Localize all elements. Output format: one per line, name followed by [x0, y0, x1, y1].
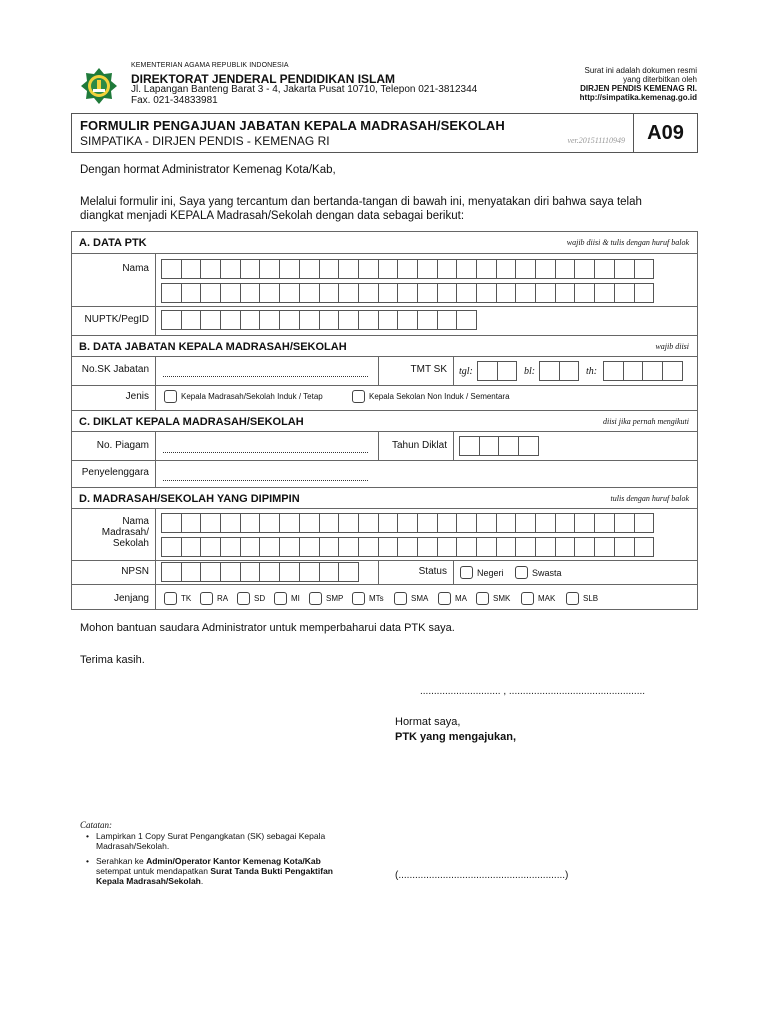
char-cell[interactable]	[459, 436, 480, 456]
char-cell[interactable]	[456, 310, 477, 330]
char-cell[interactable]	[497, 361, 518, 381]
option-label: SMP	[326, 594, 344, 603]
char-cell[interactable]	[518, 436, 539, 456]
char-cell[interactable]	[555, 259, 576, 279]
greeting: Dengan hormat Administrator Kemenag Kota/Kab,	[80, 164, 336, 176]
jenis-option-non-induk[interactable]	[352, 390, 510, 403]
checkbox[interactable]	[438, 592, 451, 605]
jenjang-label: Jenjang	[113, 593, 149, 604]
directorate-name: DIREKTORAT JENDERAL PENDIDIKAN ISLAM	[131, 72, 396, 86]
char-cell[interactable]	[496, 283, 517, 303]
intro-body	[80, 195, 642, 223]
piagam-input[interactable]	[163, 452, 368, 453]
option-label: MTs	[369, 594, 384, 603]
note-emphasis: Admin/Operator Kantor Kemenag Kota/Kab	[146, 856, 321, 866]
char-cell[interactable]	[437, 283, 458, 303]
bl-label: bl:	[524, 366, 536, 377]
char-cell[interactable]	[319, 259, 340, 279]
char-cell[interactable]	[161, 259, 182, 279]
char-cell[interactable]	[299, 537, 320, 557]
char-cell[interactable]	[476, 537, 497, 557]
divider	[72, 460, 697, 461]
divider	[72, 385, 697, 386]
char-cell[interactable]	[634, 283, 655, 303]
section-b-header	[72, 335, 697, 357]
notice-issuer: DIRJEN PENDIS KEMENAG RI.	[580, 84, 697, 93]
notice-line: yang diterbitkan oleh	[623, 75, 697, 84]
option-label: TK	[181, 594, 192, 603]
note-emphasis: Surat Tanda Bukti Pengaktifan	[210, 866, 333, 876]
char-cell[interactable]	[594, 513, 615, 533]
jenjang-option-ra[interactable]	[200, 592, 228, 605]
note-text: .	[200, 876, 204, 886]
char-cell[interactable]	[634, 513, 655, 533]
nuptk-input[interactable]	[161, 310, 476, 330]
section-title: B. DATA JABATAN KEPALA MADRASAH/SEKOLAH	[79, 341, 347, 353]
nama-sekolah-input-row1[interactable]	[161, 513, 653, 533]
divider	[72, 584, 697, 585]
char-cell[interactable]	[594, 283, 615, 303]
jenjang-option-mak[interactable]	[521, 592, 555, 605]
char-cell[interactable]	[240, 562, 261, 582]
char-cell[interactable]	[417, 310, 438, 330]
char-cell[interactable]	[358, 513, 379, 533]
note-line: Madrasah/Sekolah.	[96, 841, 170, 851]
submitter-label: PTK yang mengajukan,	[395, 731, 517, 743]
char-cell[interactable]	[161, 537, 182, 557]
char-cell[interactable]	[338, 310, 359, 330]
char-cell[interactable]	[476, 259, 497, 279]
char-cell[interactable]	[200, 537, 221, 557]
char-cell[interactable]	[161, 283, 182, 303]
section-note: tulis dengan huruf balok	[610, 494, 689, 503]
nama-input-row2[interactable]	[161, 283, 653, 303]
section-d-header	[72, 487, 697, 509]
char-cell[interactable]	[417, 537, 438, 557]
char-cell[interactable]	[299, 562, 320, 582]
address-line: Jl. Lapangan Banteng Barat 3 - 4, Jakarta Pusat 10710, Telepon 021-3812344	[131, 84, 478, 95]
jenjang-option-ma[interactable]	[438, 592, 467, 605]
char-cell[interactable]	[417, 283, 438, 303]
option-label: Negeri	[477, 567, 504, 578]
char-cell[interactable]	[299, 310, 320, 330]
option-label: Kepala Sekolan Non Induk / Sementara	[369, 392, 510, 401]
char-cell[interactable]	[181, 537, 202, 557]
char-cell[interactable]	[417, 513, 438, 533]
char-cell[interactable]	[614, 259, 635, 279]
char-cell[interactable]	[437, 259, 458, 279]
char-cell[interactable]	[358, 283, 379, 303]
char-cell[interactable]	[220, 283, 241, 303]
char-cell[interactable]	[476, 513, 497, 533]
signature-field[interactable]: (............................................................)	[395, 870, 569, 881]
char-cell[interactable]	[535, 513, 556, 533]
char-cell[interactable]	[240, 513, 261, 533]
tmt-label: TMT SK	[410, 364, 447, 375]
char-cell[interactable]	[279, 259, 300, 279]
section-a-header	[72, 232, 697, 254]
char-cell[interactable]	[299, 513, 320, 533]
form-version: ver.201511110949	[567, 136, 625, 145]
jenis-option-induk[interactable]	[164, 390, 323, 403]
label-line: Nama	[122, 516, 149, 527]
section-c-header	[72, 410, 697, 432]
char-cell[interactable]	[161, 513, 182, 533]
penyelenggara-label: Penyelenggara	[81, 467, 149, 478]
char-cell[interactable]	[319, 283, 340, 303]
notes-title: Catatan:	[80, 820, 113, 830]
divider	[155, 254, 156, 336]
status-label: Status	[418, 566, 447, 577]
char-cell[interactable]	[515, 259, 536, 279]
char-cell[interactable]	[319, 537, 340, 557]
char-cell[interactable]	[378, 537, 399, 557]
char-cell[interactable]	[259, 537, 280, 557]
checkbox[interactable]	[164, 390, 177, 403]
jenjang-option-sd[interactable]	[237, 592, 265, 605]
option-label: SD	[254, 594, 266, 603]
npsn-input[interactable]	[161, 562, 358, 582]
char-cell[interactable]	[259, 259, 280, 279]
char-cell[interactable]	[634, 259, 655, 279]
char-cell[interactable]	[378, 283, 399, 303]
divider	[155, 357, 156, 410]
char-cell[interactable]	[181, 562, 202, 582]
char-cell[interactable]	[479, 436, 500, 456]
char-cell[interactable]	[397, 310, 418, 330]
note-text: Serahkan ke	[96, 856, 147, 866]
char-cell[interactable]	[259, 310, 280, 330]
char-cell[interactable]	[240, 283, 261, 303]
char-cell[interactable]	[299, 259, 320, 279]
intro-line: diangkat menjadi KEPALA Madrasah/Sekolah dengan data sebagai berikut:	[80, 210, 465, 222]
ministry-name: KEMENTERIAN AGAMA REPUBLIK INDONESIA	[131, 62, 289, 69]
char-cell[interactable]	[603, 361, 624, 381]
note-line: Lampirkan 1 Copy Surat Pengangkatan (SK) sebagai Kepala	[96, 831, 326, 841]
jenjang-option-smk[interactable]	[476, 592, 510, 605]
section-note: diisi jika pernah mengikuti	[603, 417, 689, 426]
checkbox[interactable]	[460, 566, 473, 579]
char-cell[interactable]	[279, 283, 300, 303]
request-text: Mohon bantuan saudara Administrator untuk memperbaharui data PTK saya.	[80, 622, 455, 634]
official-notice	[580, 66, 697, 102]
option-label: Kepala Madrasah/Sekolah Induk / Tetap	[181, 392, 323, 401]
divider	[453, 432, 454, 460]
char-cell[interactable]	[397, 537, 418, 557]
char-cell[interactable]	[614, 537, 635, 557]
char-cell[interactable]	[299, 283, 320, 303]
bullet-icon: •	[86, 856, 89, 866]
char-cell[interactable]	[456, 537, 477, 557]
char-cell[interactable]	[496, 537, 517, 557]
char-cell[interactable]	[594, 537, 615, 557]
section-title: A. DATA PTK	[79, 237, 147, 249]
checkbox[interactable]	[352, 390, 365, 403]
checkbox[interactable]	[164, 592, 177, 605]
jenjang-option-sma[interactable]	[394, 592, 428, 605]
checkbox[interactable]	[566, 592, 579, 605]
nama-sekolah-input-row2[interactable]	[161, 537, 653, 557]
checkbox[interactable]	[237, 592, 250, 605]
divider	[72, 306, 697, 307]
form-code: A09	[633, 114, 697, 152]
kemenag-logo-icon	[80, 67, 118, 105]
char-cell[interactable]	[240, 310, 261, 330]
npsn-label: NPSN	[121, 566, 149, 577]
char-cell[interactable]	[456, 259, 477, 279]
char-cell[interactable]	[319, 562, 340, 582]
char-cell[interactable]	[539, 361, 560, 381]
sk-label: No.SK Jabatan	[81, 364, 149, 375]
checkbox[interactable]	[394, 592, 407, 605]
regards-text: Hormat saya,	[395, 716, 461, 728]
char-cell[interactable]	[437, 537, 458, 557]
note-item-2	[86, 856, 366, 890]
option-label: SMA	[411, 594, 429, 603]
char-cell[interactable]	[338, 283, 359, 303]
char-cell[interactable]	[515, 513, 536, 533]
jenjang-option-mi[interactable]	[274, 592, 300, 605]
jenjang-option-tk[interactable]	[164, 592, 191, 605]
label-line: Madrasah/	[101, 527, 149, 538]
checkbox[interactable]	[274, 592, 287, 605]
tgl-input[interactable]	[477, 361, 516, 381]
divider	[72, 560, 697, 561]
section-title: D. MADRASAH/SEKOLAH YANG DIPIMPIN	[79, 493, 300, 505]
char-cell[interactable]	[397, 259, 418, 279]
char-cell[interactable]	[338, 259, 359, 279]
char-cell[interactable]	[378, 259, 399, 279]
char-cell[interactable]	[535, 537, 556, 557]
divider	[453, 357, 454, 385]
char-cell[interactable]	[220, 259, 241, 279]
char-cell[interactable]	[642, 361, 663, 381]
char-cell[interactable]	[181, 310, 202, 330]
char-cell[interactable]	[338, 562, 359, 582]
option-label: Swasta	[532, 567, 562, 578]
section-note: wajib diisi & tulis dengan huruf balok	[566, 238, 689, 247]
char-cell[interactable]	[559, 361, 580, 381]
char-cell[interactable]	[498, 436, 519, 456]
notice-url: http://simpatika.kemenag.go.id	[579, 93, 697, 102]
char-cell[interactable]	[358, 259, 379, 279]
jenjang-option-smp[interactable]	[309, 592, 343, 605]
section-note: wajib diisi	[655, 342, 689, 351]
tgl-label: tgl:	[459, 366, 473, 377]
char-cell[interactable]	[319, 513, 340, 533]
address-block	[131, 84, 477, 106]
divider	[155, 509, 156, 609]
penyelenggara-input[interactable]	[163, 480, 368, 481]
char-cell[interactable]	[181, 259, 202, 279]
char-cell[interactable]	[200, 513, 221, 533]
nama-label: Nama	[122, 263, 149, 274]
char-cell[interactable]	[456, 513, 477, 533]
char-cell[interactable]	[279, 537, 300, 557]
checkbox[interactable]	[352, 592, 365, 605]
option-label: SMK	[493, 594, 511, 603]
char-cell[interactable]	[200, 310, 221, 330]
note-text: setempat untuk mendapatkan	[96, 866, 211, 876]
char-cell[interactable]	[220, 537, 241, 557]
char-cell[interactable]	[259, 283, 280, 303]
checkbox[interactable]	[309, 592, 322, 605]
char-cell[interactable]	[240, 259, 261, 279]
char-cell[interactable]	[397, 513, 418, 533]
piagam-label: No. Piagam	[96, 440, 149, 451]
jenjang-option-mts[interactable]	[352, 592, 384, 605]
char-cell[interactable]	[259, 562, 280, 582]
char-cell[interactable]	[161, 310, 182, 330]
char-cell[interactable]	[319, 310, 340, 330]
place-date-field[interactable]: ............................. , .................................................	[420, 686, 646, 697]
checkbox[interactable]	[515, 566, 528, 579]
note-item-1	[86, 831, 366, 853]
option-label: MA	[455, 594, 467, 603]
char-cell[interactable]	[240, 537, 261, 557]
char-cell[interactable]	[358, 537, 379, 557]
checkbox[interactable]	[521, 592, 534, 605]
char-cell[interactable]	[535, 283, 556, 303]
form-title: FORMULIR PENGAJUAN JABATAN KEPALA MADRASAH/SEKOLAH	[80, 118, 505, 133]
option-label: SLB	[583, 594, 599, 603]
char-cell[interactable]	[259, 513, 280, 533]
char-cell[interactable]	[378, 513, 399, 533]
char-cell[interactable]	[574, 513, 595, 533]
char-cell[interactable]	[279, 513, 300, 533]
char-cell[interactable]	[200, 259, 221, 279]
char-cell[interactable]	[181, 283, 202, 303]
char-cell[interactable]	[574, 259, 595, 279]
tahun-diklat-label: Tahun Diklat	[391, 440, 447, 451]
char-cell[interactable]	[515, 537, 536, 557]
char-cell[interactable]	[574, 283, 595, 303]
char-cell[interactable]	[614, 513, 635, 533]
char-cell[interactable]	[338, 537, 359, 557]
char-cell[interactable]	[496, 513, 517, 533]
char-cell[interactable]	[476, 283, 497, 303]
divider	[453, 560, 454, 584]
char-cell[interactable]	[634, 537, 655, 557]
char-cell[interactable]	[279, 562, 300, 582]
status-option-swasta[interactable]	[515, 566, 562, 579]
form-subtitle: SIMPATIKA - DIRJEN PENDIS - KEMENAG RI	[80, 134, 330, 148]
nuptk-label: NUPTK/PegID	[84, 314, 149, 325]
thanks-text: Terima kasih.	[80, 654, 145, 666]
section-title: C. DIKLAT KEPALA MADRASAH/SEKOLAH	[79, 416, 304, 428]
fax-line: Fax. 021-34833981	[131, 95, 218, 106]
char-cell[interactable]	[623, 361, 644, 381]
bl-input[interactable]	[539, 361, 578, 381]
tahun-diklat-input[interactable]	[459, 436, 538, 456]
char-cell[interactable]	[662, 361, 683, 381]
char-cell[interactable]	[161, 562, 182, 582]
char-cell[interactable]	[574, 537, 595, 557]
char-cell[interactable]	[220, 310, 241, 330]
form-title-box	[71, 113, 698, 153]
intro-line: Melalui formulir ini, Saya yang tercantum dan bertanda-tangan di bawah ini, menyatakan diri bahwa saya telah	[80, 196, 642, 208]
char-cell[interactable]	[456, 283, 477, 303]
option-label: MI	[291, 594, 300, 603]
option-label: RA	[217, 594, 229, 603]
notice-line: Surat ini adalah dokumen resmi	[584, 66, 697, 75]
char-cell[interactable]	[220, 513, 241, 533]
char-cell[interactable]	[535, 259, 556, 279]
note-emphasis: Kepala Madrasah/Sekolah	[96, 876, 201, 886]
char-cell[interactable]	[614, 283, 635, 303]
ptk-form	[71, 231, 698, 610]
char-cell[interactable]	[555, 537, 576, 557]
char-cell[interactable]	[515, 283, 536, 303]
th-input[interactable]	[603, 361, 682, 381]
char-cell[interactable]	[279, 310, 300, 330]
char-cell[interactable]	[437, 310, 458, 330]
checkbox[interactable]	[200, 592, 213, 605]
char-cell[interactable]	[496, 259, 517, 279]
char-cell[interactable]	[555, 283, 576, 303]
th-label: th:	[586, 366, 598, 377]
sk-input[interactable]	[163, 376, 368, 377]
nama-sekolah-label	[72, 516, 149, 549]
label-line: Sekolah	[112, 538, 149, 549]
char-cell[interactable]	[358, 310, 379, 330]
char-cell[interactable]	[200, 562, 221, 582]
option-label: MAK	[538, 594, 556, 603]
char-cell[interactable]	[181, 513, 202, 533]
char-cell[interactable]	[477, 361, 498, 381]
jenis-label: Jenis	[125, 391, 149, 402]
char-cell[interactable]	[220, 562, 241, 582]
char-cell[interactable]	[397, 283, 418, 303]
char-cell[interactable]	[338, 513, 359, 533]
char-cell[interactable]	[200, 283, 221, 303]
checkbox[interactable]	[476, 592, 489, 605]
char-cell[interactable]	[378, 310, 399, 330]
char-cell[interactable]	[437, 513, 458, 533]
char-cell[interactable]	[555, 513, 576, 533]
char-cell[interactable]	[417, 259, 438, 279]
bullet-icon: •	[86, 831, 89, 841]
status-option-negeri[interactable]	[460, 566, 504, 579]
char-cell[interactable]	[594, 259, 615, 279]
jenjang-option-slb[interactable]	[566, 592, 598, 605]
nama-input-row1[interactable]	[161, 259, 653, 279]
